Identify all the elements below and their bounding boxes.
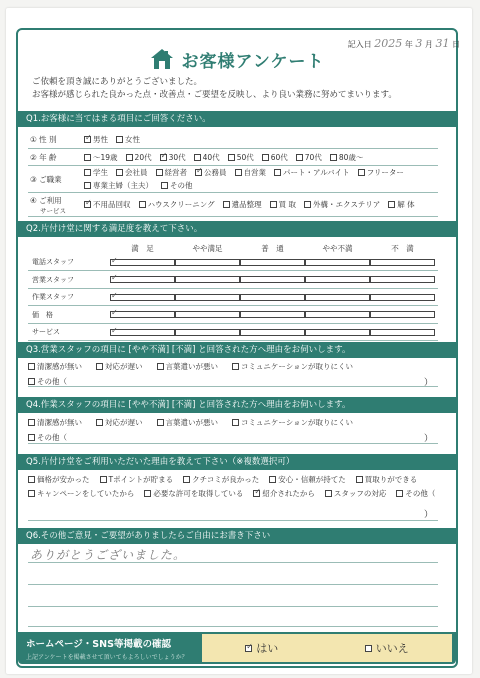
q5-option[interactable] (28, 488, 134, 499)
q2-rating-cell (305, 329, 370, 336)
option-label: 紹介されたから (262, 489, 315, 498)
option-label: その他（ (37, 377, 67, 386)
option-label: キャンペーンをしていたから (37, 489, 135, 498)
q3-option[interactable] (157, 361, 219, 372)
q2-column-header: 普 通 (261, 244, 284, 253)
q1-option[interactable] (84, 134, 108, 145)
checkbox[interactable] (232, 419, 239, 426)
rating-checkbox[interactable] (110, 276, 175, 283)
checkbox[interactable] (235, 169, 242, 176)
checkbox[interactable] (84, 169, 91, 176)
rating-checkbox[interactable] (305, 294, 370, 301)
checkbox[interactable] (100, 476, 107, 483)
row-sublabel-text: サービス (40, 206, 66, 215)
q1-option[interactable] (358, 167, 404, 178)
checkbox[interactable] (84, 154, 91, 161)
title-bar (18, 44, 456, 74)
checkbox[interactable] (304, 201, 311, 208)
checkbox[interactable] (223, 201, 230, 208)
q1-option[interactable] (84, 167, 108, 178)
option-label: フリーター (366, 168, 404, 177)
q1-options (80, 134, 434, 145)
footer-title: ホームページ・SNS等掲載の確認 (26, 639, 171, 650)
footer-subtitle: 上記アンケートを掲載させて頂いてもよろしいでしょうか？ (26, 654, 188, 661)
checkbox[interactable] (356, 476, 363, 483)
q1-option[interactable] (84, 152, 118, 163)
q5-option[interactable] (183, 474, 259, 485)
option-label: ハウスクリーニング (147, 200, 215, 209)
q1-option[interactable] (195, 167, 227, 178)
option-label: クチコミが良かった (192, 475, 260, 484)
checkbox[interactable] (161, 182, 168, 189)
option-label: 言葉遣いが悪い (165, 362, 218, 371)
option-label: 経営者 (164, 168, 187, 177)
checkbox[interactable] (253, 490, 260, 497)
q6-answer: ありがとうございました。 (30, 548, 187, 562)
q2-rating-cell (175, 259, 240, 266)
q2-rating-cell (305, 294, 370, 301)
rating-checkbox[interactable] (240, 276, 305, 283)
rating-checkbox[interactable] (370, 311, 435, 318)
option-label: スタッフの対応 (333, 489, 387, 498)
q2-row (28, 324, 438, 341)
rating-checkbox[interactable] (175, 259, 240, 266)
rating-checkbox[interactable] (370, 294, 435, 301)
option-label: 70代 (304, 152, 322, 162)
checkbox[interactable] (28, 490, 35, 497)
rating-checkbox[interactable] (110, 294, 175, 301)
option-label: 買取りができる (364, 475, 418, 484)
q1-row (28, 149, 438, 166)
intro-line-1: ご依頼を頂き誠にありがとうございました。 (32, 77, 203, 87)
rating-checkbox[interactable] (240, 259, 305, 266)
checkbox[interactable] (28, 419, 35, 426)
yes-checkbox[interactable] (245, 645, 252, 652)
checkbox[interactable] (325, 490, 332, 497)
checkbox[interactable] (262, 154, 269, 161)
option-label: 不用品回収 (93, 200, 131, 209)
option-label: 清潔感が無い (37, 362, 82, 371)
checkbox[interactable] (84, 201, 91, 208)
q4-heading: Q4.作業スタッフの項目に [やや不満] [不満] と回答された方へ理由をお伺いします。 (18, 397, 456, 413)
checkbox[interactable] (144, 490, 151, 497)
option-label: 専業主婦（主夫） (93, 181, 153, 190)
option-label: コミュニケーションが取りにくい (241, 418, 354, 427)
q3-option[interactable] (232, 361, 353, 372)
q1-option[interactable] (304, 199, 380, 210)
checkbox[interactable] (274, 169, 281, 176)
rating-checkbox[interactable] (175, 294, 240, 301)
option-label: 遺品整理 (231, 200, 262, 209)
q4-options (28, 417, 438, 443)
month-value: 3 (415, 37, 423, 50)
q1-heading: Q1.お客様に当てはまる項目にご回答ください。 (18, 111, 456, 127)
q2-rating-cells (110, 276, 435, 283)
checkbox[interactable] (84, 182, 91, 189)
q1-option[interactable] (330, 152, 364, 163)
q2-rating-cell (240, 276, 305, 283)
q2-column-header: 不 満 (391, 244, 414, 253)
year-unit: 年 (404, 40, 413, 49)
page-title: お客様アンケート (181, 51, 325, 72)
q1-option[interactable] (116, 167, 148, 178)
q1-option[interactable] (296, 152, 322, 163)
q4-divider (28, 443, 438, 444)
q2-rating-cell (110, 329, 175, 336)
option-label: 対応が遅い (105, 362, 143, 371)
rating-checkbox[interactable] (370, 329, 435, 336)
q2-column-header: 満 足 (131, 244, 154, 253)
checkbox[interactable] (232, 363, 239, 370)
option-label: 20代 (134, 152, 152, 162)
q5-option[interactable] (100, 474, 174, 485)
q1-row (28, 193, 438, 217)
q2-rating-cell (110, 311, 175, 318)
checkbox[interactable] (28, 363, 35, 370)
rating-checkbox[interactable] (370, 259, 435, 266)
q5-divider (28, 520, 438, 521)
checkbox[interactable] (183, 476, 190, 483)
q2-row (28, 272, 438, 289)
q5-option[interactable] (253, 488, 315, 499)
q1-option[interactable] (161, 180, 193, 191)
checkbox[interactable] (116, 136, 123, 143)
q5-option[interactable] (144, 488, 243, 499)
checkbox[interactable] (195, 169, 202, 176)
q1-row-label (28, 134, 80, 145)
q2-rating-cell (305, 311, 370, 318)
checkbox[interactable] (116, 169, 123, 176)
checkbox[interactable] (228, 154, 235, 161)
q1-options (80, 167, 434, 191)
option-label: 40代 (202, 152, 220, 162)
option-label: ～19歳 (93, 152, 118, 162)
q2-rating-cell (175, 276, 240, 283)
q2-rating-cell (175, 294, 240, 301)
q4-option[interactable] (28, 432, 438, 443)
rating-checkbox[interactable] (240, 294, 305, 301)
checkbox[interactable] (156, 169, 163, 176)
q5-option[interactable] (269, 474, 346, 485)
option-label: 自営業 (243, 168, 266, 177)
q2-rating-cell (370, 259, 435, 266)
q6-heading: Q6.その他ご意見・ご要望がありましたらご自由にお書き下さい (18, 528, 456, 544)
checkbox[interactable] (28, 378, 35, 385)
no-label: いいえ (375, 642, 409, 655)
q1-option[interactable] (160, 152, 186, 163)
rating-checkbox[interactable] (240, 311, 305, 318)
rating-checkbox[interactable] (240, 329, 305, 336)
option-label: 必要な許可を取得している (153, 489, 244, 498)
q2-rating-cell (240, 259, 305, 266)
q2-rating-cells (110, 294, 435, 301)
q4-close-paren: ） (424, 434, 434, 444)
q5-option[interactable] (356, 474, 418, 485)
row-label-text: ③ ご職業 (30, 174, 62, 184)
option-label: コミュニケーションが取りにくい (241, 362, 354, 371)
checkbox[interactable] (396, 490, 403, 497)
row-label-text: ① 性 別 (30, 135, 57, 144)
option-label: 安心・信頼が持てた (278, 475, 346, 484)
option-label: 対応が遅い (105, 418, 143, 427)
checkbox[interactable] (126, 154, 133, 161)
q1-row-label (28, 174, 80, 185)
checkbox[interactable] (84, 136, 91, 143)
q1-option[interactable] (274, 167, 350, 178)
q1-option[interactable] (223, 199, 262, 210)
day-value: 31 (435, 37, 450, 50)
checkbox[interactable] (28, 434, 35, 441)
q5-close-paren: ） (424, 510, 434, 520)
q5-options (28, 474, 438, 499)
rating-checkbox[interactable] (305, 276, 370, 283)
consent-no[interactable] (365, 640, 409, 656)
q2-row-label: サービス (32, 328, 60, 336)
q3-option[interactable] (28, 361, 82, 372)
q5-option[interactable] (396, 488, 435, 499)
row-label-text: ④ ご利用 (30, 195, 62, 205)
q1-option[interactable] (116, 134, 140, 145)
q2-rating-cell (240, 294, 305, 301)
q2-heading: Q2.片付け堂に関する満足度を教えて下さい。 (18, 221, 456, 237)
option-label: 公務員 (204, 168, 227, 177)
q2-row-label: 価 格 (32, 310, 53, 319)
q1-option[interactable] (388, 199, 414, 210)
q2-rating-cell (110, 294, 175, 301)
option-label: 会社員 (125, 168, 148, 177)
row-label-text: ② 年 齢 (30, 152, 57, 162)
yes-label: はい (256, 642, 279, 655)
rating-checkbox[interactable] (175, 311, 240, 318)
rating-checkbox[interactable] (305, 311, 370, 318)
checkbox[interactable] (157, 363, 164, 370)
option-label: 学生 (93, 168, 108, 177)
intro-line-2: お客様が感じられた良かった点・改善点・ご要望を反映し、より良い業務に努めてまいります。 (32, 90, 397, 100)
checkbox[interactable] (96, 419, 103, 426)
q2-row (28, 307, 438, 324)
option-label: 30代 (168, 152, 186, 162)
q4-option[interactable] (157, 417, 219, 428)
q1-row-label (28, 152, 80, 163)
q2-rating-cell (370, 276, 435, 283)
option-label: 言葉遣いが悪い (165, 418, 218, 427)
rating-checkbox[interactable] (305, 259, 370, 266)
q1-option[interactable] (270, 199, 296, 210)
q2-row-label: 電話スタッフ (32, 258, 74, 266)
checkbox[interactable] (96, 363, 103, 370)
q1-option[interactable] (235, 167, 267, 178)
q5-option[interactable] (28, 474, 90, 485)
month-unit: 月 (424, 40, 433, 49)
intro-text (32, 76, 397, 102)
q6-line-1 (28, 562, 438, 563)
option-label: 解 体 (397, 200, 415, 209)
publish-consent-footer (18, 632, 456, 664)
checkbox[interactable] (296, 154, 303, 161)
q1-option[interactable] (228, 152, 254, 163)
option-label: Tポイントが貯まる (108, 475, 174, 484)
checkbox[interactable] (157, 419, 164, 426)
q2-rating-cell (175, 311, 240, 318)
q4-option[interactable] (96, 417, 143, 428)
q1-option[interactable] (84, 199, 131, 210)
q2-column-headers (110, 243, 435, 254)
house-icon (150, 48, 174, 70)
option-label: 価格が安かった (37, 475, 90, 484)
rating-checkbox[interactable] (370, 276, 435, 283)
q2-rating-cells (110, 311, 435, 318)
option-label: その他（ (405, 489, 436, 498)
q2-row-label: 作業スタッフ (32, 293, 74, 301)
checkbox[interactable] (358, 169, 365, 176)
option-label: 男性 (93, 135, 108, 144)
consent-answer (202, 634, 452, 662)
rating-checkbox[interactable] (305, 329, 370, 336)
q4-option[interactable] (28, 417, 82, 428)
q2-rating-cell (370, 311, 435, 318)
q2-rating-cells (110, 329, 435, 336)
q6-line-2 (28, 584, 438, 585)
rating-checkbox[interactable] (175, 329, 240, 336)
option-label: 買 取 (278, 200, 297, 209)
q2-rating-cells (110, 259, 435, 266)
rating-checkbox[interactable] (110, 329, 175, 336)
rating-checkbox[interactable] (110, 259, 175, 266)
date-label: 記入日 (347, 40, 372, 49)
rating-checkbox[interactable] (175, 276, 240, 283)
no-checkbox[interactable] (365, 645, 372, 652)
q1-row (28, 131, 438, 149)
option-label: 50代 (236, 152, 254, 162)
rating-checkbox[interactable] (110, 311, 175, 318)
q2-row-label: 営業スタッフ (32, 275, 74, 284)
q3-option[interactable] (96, 361, 143, 372)
day-unit: 日 (452, 40, 460, 49)
q1-option[interactable] (262, 152, 288, 163)
checkbox[interactable] (28, 476, 35, 483)
consent-yes[interactable] (245, 640, 278, 656)
q1-row (28, 166, 438, 193)
q4-option[interactable] (232, 417, 353, 428)
checkbox[interactable] (194, 154, 201, 161)
q1-options (80, 152, 434, 163)
year-value: 2025 (374, 37, 403, 50)
option-label: その他（ (37, 433, 67, 442)
checkbox[interactable] (388, 201, 395, 208)
q1-row-label (28, 195, 80, 215)
q2-rating-cell (175, 329, 240, 336)
option-label: 外構・エクステリア (313, 200, 381, 209)
q1-option[interactable] (139, 199, 215, 210)
option-label: 女性 (125, 135, 140, 144)
option-label: パート・アルバイト (283, 168, 350, 177)
q1-option[interactable] (84, 180, 153, 191)
q2-column-header: やや満足 (192, 244, 223, 253)
q6-line-4 (28, 626, 438, 627)
q6-line-3 (28, 606, 438, 607)
q2-rating-cell (240, 311, 305, 318)
q2-rating-cell (370, 329, 435, 336)
checkbox[interactable] (269, 476, 276, 483)
option-label: 60代 (270, 152, 288, 162)
q1-option[interactable] (126, 152, 152, 163)
q1-option[interactable] (156, 167, 188, 178)
checkbox[interactable] (160, 154, 167, 161)
option-label: 清潔感が無い (37, 418, 82, 427)
q3-options (28, 361, 438, 387)
option-label: その他 (170, 181, 193, 190)
q1-option[interactable] (194, 152, 220, 163)
q2-row (28, 289, 438, 306)
checkbox[interactable] (330, 154, 337, 161)
q2-rating-cell (240, 329, 305, 336)
checkbox[interactable] (139, 201, 146, 208)
q2-rating-cell (110, 259, 175, 266)
q2-rating-cell (305, 276, 370, 283)
q2-rating-cell (370, 294, 435, 301)
q3-heading: Q3.営業スタッフの項目に [やや不満] [不満] と回答された方へ理由をお伺いします。 (18, 342, 456, 358)
q2-rating-cell (305, 259, 370, 266)
q3-close-paren: ） (424, 378, 434, 388)
q2-row (28, 254, 438, 271)
option-label: 80歳～ (338, 152, 364, 162)
q2-rating-cell (110, 276, 175, 283)
q1-options (80, 199, 434, 210)
q2-column-header: やや不満 (322, 244, 353, 253)
checkbox[interactable] (270, 201, 277, 208)
q5-heading: Q5.片付け堂をご利用いただいた理由を教えて下さい（※複数選択可） (18, 454, 456, 470)
q5-option[interactable] (325, 488, 387, 499)
q3-divider (28, 386, 438, 387)
